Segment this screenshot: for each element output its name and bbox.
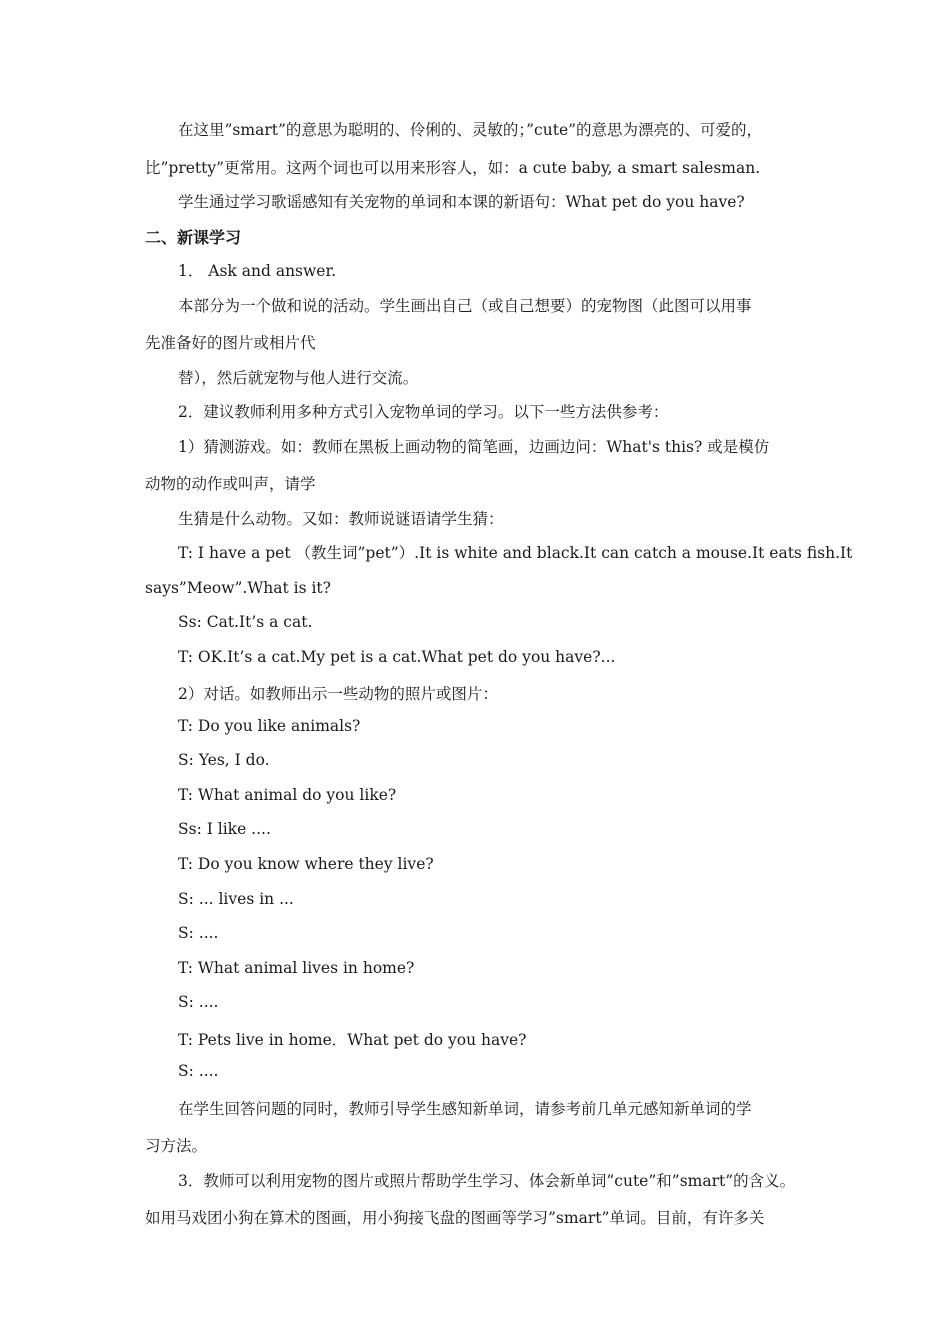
dialogue-line: Ss: I like ....: [178, 820, 271, 838]
paragraph-line: 2）对话。如教师出示一些动物的照片或图片：: [178, 685, 498, 703]
dialogue-line: says”Meow”.What is it?: [145, 579, 331, 597]
dialogue-line: T: Do you know where they live?: [178, 855, 434, 873]
paragraph-line: 1． Ask and answer.: [178, 262, 337, 280]
paragraph-line: 3．教师可以利用宠物的图片或照片帮助学生学习、体会新单词”cute”和”smart”的含义。: [178, 1172, 796, 1190]
section-heading: 二、新课学习: [145, 228, 242, 247]
paragraph-line: 动物的动作或叫声，请学: [145, 475, 316, 493]
dialogue-line: T: OK.It’s a cat.My pet is a cat.What pet do you have?...: [178, 648, 616, 666]
paragraph-line: 先准备好的图片或相片代: [145, 334, 316, 352]
paragraph-line: 替），然后就宠物与他人进行交流。: [178, 369, 419, 387]
dialogue-line: T: Do you like animals?: [178, 717, 361, 735]
paragraph-line: 1）猜测游戏。如：教师在黑板上画动物的简笔画，边画边问：What's this? 或是模仿: [178, 438, 770, 456]
paragraph-line: 比”pretty”更常用。这两个词也可以用来形容人，如：a cute baby, a smart salesman.: [145, 159, 761, 177]
dialogue-line: S: Yes, I do.: [178, 751, 270, 769]
dialogue-line: T: What animal lives in home?: [178, 959, 415, 977]
paragraph-line: 本部分为一个做和说的活动。学生画出自己（或自己想要）的宠物图（此图可以用事: [178, 297, 752, 315]
dialogue-line: T: What animal do you like?: [178, 786, 397, 804]
dialogue-line: T: I have a pet （教生词”pet”）.It is white and black.It can catch a mouse.It eats fish.It: [178, 544, 853, 562]
paragraph-line: 如用马戏团小狗在算术的图画，用小狗接飞盘的图画等学习”smart”单词。目前，有许多关: [145, 1209, 765, 1227]
paragraph-line: 2．建议教师利用多种方式引入宠物单词的学习。以下一些方法供参考：: [178, 403, 669, 421]
paragraph-line: 生猜是什么动物。又如：教师说谜语请学生猜：: [178, 510, 504, 528]
dialogue-line: S: ....: [178, 1062, 219, 1080]
paragraph-line: 在这里”smart”的意思为聪明的、伶俐的、灵敏的；”cute”的意思为漂亮的、可爱的，: [178, 121, 763, 139]
paragraph-line: 学生通过学习歌谣感知有关宠物的单词和本课的新语句：What pet do you have?: [178, 193, 745, 211]
dialogue-line: S: ... lives in ...: [178, 890, 294, 908]
paragraph-line: 习方法。: [145, 1137, 208, 1155]
dialogue-line: T: Pets live in home．What pet do you have?: [178, 1031, 527, 1049]
dialogue-line: S: ....: [178, 924, 219, 942]
paragraph-line: 在学生回答问题的同时，教师引导学生感知新单词，请参考前几单元感知新单词的学: [178, 1100, 752, 1118]
dialogue-line: S: ....: [178, 993, 219, 1011]
dialogue-line: Ss: Cat.It’s a cat.: [178, 613, 313, 631]
